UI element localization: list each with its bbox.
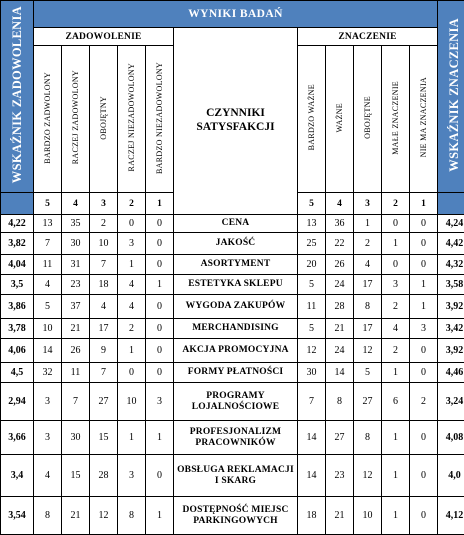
importance-count-cell: 0 [382, 215, 410, 233]
col-label: OBOJĘTNE [363, 96, 372, 139]
importance-count-cell: 4 [354, 255, 382, 275]
table-row [1, 215, 464, 233]
importance-index-label: WSKAŹNIK ZNACZENIA [447, 18, 462, 172]
importance-index-cell: 3,92 [438, 339, 464, 363]
factor-name-cell: MERCHANDISING [174, 319, 298, 339]
importance-count-cell: 8 [326, 383, 354, 421]
satisfaction-count-cell: 31 [62, 255, 90, 275]
importance-count-cell: 1 [382, 233, 410, 255]
importance-count-cell: 17 [354, 275, 382, 295]
col-header-nie-ma-znaczenia [410, 46, 438, 193]
satisfaction-count-cell: 23 [62, 275, 90, 295]
importance-count-cell: 5 [298, 275, 326, 295]
satisfaction-count-cell: 0 [146, 319, 174, 339]
col-label: BARDZO NIEZADOWOLONY [155, 62, 164, 174]
satisfaction-count-cell: 1 [118, 421, 146, 455]
importance-index-cell: 3,92 [438, 295, 464, 319]
weight-cell: 3 [354, 193, 382, 215]
importance-section-header: ZNACZENIE [298, 28, 438, 46]
satisfaction-count-cell: 1 [118, 255, 146, 275]
importance-index-cell: 4,32 [438, 255, 464, 275]
importance-count-cell: 24 [326, 339, 354, 363]
table-row [1, 455, 464, 497]
importance-count-cell: 5 [354, 363, 382, 383]
satisfaction-count-cell: 15 [90, 421, 118, 455]
satisfaction-index-cell: 2,94 [1, 383, 34, 421]
col-label: RACZEJ ZADOWOLONY [71, 70, 80, 164]
satisfaction-section-header: ZADOWOLENIE [34, 28, 174, 46]
satisfaction-count-cell: 17 [90, 319, 118, 339]
table-row [1, 233, 464, 255]
satisfaction-count-cell: 3 [118, 233, 146, 255]
importance-count-cell: 0 [410, 339, 438, 363]
importance-index-cell: 4,42 [438, 233, 464, 255]
col-label: OBOJĘTNY [99, 96, 108, 140]
results-title: WYNIKI BADAŃ [34, 1, 438, 28]
satisfaction-count-cell: 8 [34, 497, 62, 535]
importance-count-cell: 17 [354, 319, 382, 339]
col-label: BARDZO ZADWOLONY [43, 72, 52, 164]
importance-count-cell: 20 [298, 255, 326, 275]
satisfaction-count-cell: 4 [118, 275, 146, 295]
importance-count-cell: 2 [382, 295, 410, 319]
importance-count-cell: 0 [410, 233, 438, 255]
table-row [1, 363, 464, 383]
col-header-bardzo-zadowolony [34, 46, 62, 193]
satisfaction-count-cell: 3 [118, 455, 146, 497]
factor-name-cell: ESTETYKA SKLEPU [174, 275, 298, 295]
importance-count-cell: 4 [382, 319, 410, 339]
satisfaction-count-cell: 8 [118, 497, 146, 535]
importance-count-cell: 0 [410, 421, 438, 455]
satisfaction-count-cell: 18 [90, 275, 118, 295]
importance-count-cell: 1 [382, 363, 410, 383]
col-header-raczej-zadowolony [62, 46, 90, 193]
satisfaction-count-cell: 7 [90, 363, 118, 383]
satisfaction-count-cell: 0 [146, 255, 174, 275]
importance-count-cell: 0 [410, 455, 438, 497]
importance-count-cell: 1 [354, 215, 382, 233]
satisfaction-index-cell: 4,5 [1, 363, 34, 383]
weights-left-blank [1, 193, 34, 215]
satisfaction-count-cell: 4 [34, 275, 62, 295]
satisfaction-count-cell: 4 [34, 455, 62, 497]
satisfaction-count-cell: 0 [118, 215, 146, 233]
importance-count-cell: 6 [382, 383, 410, 421]
importance-count-cell: 18 [298, 497, 326, 535]
satisfaction-count-cell: 32 [34, 363, 62, 383]
importance-count-cell: 2 [354, 233, 382, 255]
satisfaction-count-cell: 26 [62, 339, 90, 363]
satisfaction-count-cell: 1 [146, 497, 174, 535]
importance-count-cell: 25 [298, 233, 326, 255]
satisfaction-count-cell: 28 [90, 455, 118, 497]
importance-index-cell: 3,42 [438, 319, 464, 339]
satisfaction-count-cell: 0 [146, 215, 174, 233]
importance-index-cell: 4,24 [438, 215, 464, 233]
factor-name-cell: JAKOŚĆ [174, 233, 298, 255]
importance-count-cell: 14 [298, 421, 326, 455]
weight-cell: 1 [146, 193, 174, 215]
satisfaction-count-cell: 30 [62, 421, 90, 455]
satisfaction-count-cell: 13 [34, 215, 62, 233]
col-header-obojetne [354, 46, 382, 193]
satisfaction-index-header [1, 1, 34, 193]
importance-count-cell: 1 [382, 497, 410, 535]
importance-count-cell: 12 [354, 339, 382, 363]
satisfaction-count-cell: 3 [146, 383, 174, 421]
importance-count-cell: 13 [298, 215, 326, 233]
satisfaction-count-cell: 15 [62, 455, 90, 497]
factor-name-cell: OBSŁUGA REKLAMACJI I SKARG [174, 455, 298, 497]
factor-name-cell: ASORTYMENT [174, 255, 298, 275]
importance-index-cell: 4,08 [438, 421, 464, 455]
importance-index-cell: 4,46 [438, 363, 464, 383]
satisfaction-count-cell: 11 [34, 255, 62, 275]
table-row [1, 421, 464, 455]
col-label: BARDZO WAŻNE [307, 84, 316, 150]
satisfaction-index-cell: 3,4 [1, 455, 34, 497]
importance-count-cell: 2 [382, 339, 410, 363]
factor-name-cell: CENA [174, 215, 298, 233]
satisfaction-count-cell: 0 [146, 295, 174, 319]
satisfaction-count-cell: 10 [118, 383, 146, 421]
weight-cell: 2 [382, 193, 410, 215]
satisfaction-count-cell: 3 [34, 421, 62, 455]
table-row [1, 295, 464, 319]
importance-index-cell: 4,0 [438, 455, 464, 497]
importance-count-cell: 0 [382, 255, 410, 275]
weight-cell: 3 [90, 193, 118, 215]
satisfaction-count-cell: 1 [118, 339, 146, 363]
weight-cell: 1 [410, 193, 438, 215]
satisfaction-count-cell: 9 [90, 339, 118, 363]
importance-index-cell: 4,12 [438, 497, 464, 535]
factor-name-cell: FORMY PŁATNOŚCI [174, 363, 298, 383]
satisfaction-count-cell: 0 [146, 363, 174, 383]
importance-count-cell: 24 [326, 275, 354, 295]
factor-name-cell: DOSTĘPNOŚĆ MIEJSC PARKINGOWYCH [174, 497, 298, 535]
importance-count-cell: 3 [410, 319, 438, 339]
weight-cell: 5 [34, 193, 62, 215]
importance-count-cell: 21 [326, 319, 354, 339]
importance-count-cell: 8 [354, 295, 382, 319]
satisfaction-count-cell: 4 [90, 295, 118, 319]
satisfaction-index-cell: 3,54 [1, 497, 34, 535]
importance-count-cell: 3 [382, 275, 410, 295]
weights-right-blank [438, 193, 464, 215]
satisfaction-count-cell: 10 [34, 319, 62, 339]
importance-count-cell: 10 [354, 497, 382, 535]
satisfaction-count-cell: 0 [146, 233, 174, 255]
satisfaction-index-cell: 3,82 [1, 233, 34, 255]
importance-count-cell: 2 [410, 383, 438, 421]
col-header-raczej-niezadowolony [118, 46, 146, 193]
satisfaction-count-cell: 35 [62, 215, 90, 233]
table-row [1, 275, 464, 295]
satisfaction-count-cell: 11 [62, 363, 90, 383]
satisfaction-index-cell: 3,86 [1, 295, 34, 319]
satisfaction-count-cell: 2 [118, 319, 146, 339]
importance-count-cell: 0 [410, 215, 438, 233]
factor-name-cell: PROGRAMY LOJALNOŚCIOWE [174, 383, 298, 421]
satisfaction-count-cell: 30 [62, 233, 90, 255]
section-row [1, 28, 464, 46]
importance-count-cell: 11 [298, 295, 326, 319]
satisfaction-index-cell: 4,06 [1, 339, 34, 363]
importance-count-cell: 36 [326, 215, 354, 233]
importance-count-cell: 27 [326, 421, 354, 455]
importance-index-cell: 3,58 [438, 275, 464, 295]
weight-cell: 4 [326, 193, 354, 215]
importance-count-cell: 23 [326, 455, 354, 497]
importance-count-cell: 1 [410, 275, 438, 295]
satisfaction-count-cell: 4 [118, 295, 146, 319]
importance-count-cell: 0 [410, 497, 438, 535]
satisfaction-count-cell: 7 [62, 383, 90, 421]
satisfaction-count-cell: 2 [90, 215, 118, 233]
col-label: MAŁE ZNACZENIE [391, 81, 400, 155]
col-label: WAŻNE [335, 103, 344, 133]
satisfaction-count-cell: 0 [146, 339, 174, 363]
satisfaction-count-cell: 27 [90, 383, 118, 421]
satisfaction-index-label: WSKAŹNIK ZADOWOLENIA [10, 6, 25, 183]
importance-count-cell: 1 [382, 455, 410, 497]
col-header-wazne [326, 46, 354, 193]
satisfaction-index-cell: 3,78 [1, 319, 34, 339]
satisfaction-count-cell: 14 [34, 339, 62, 363]
importance-count-cell: 27 [354, 383, 382, 421]
importance-count-cell: 12 [354, 455, 382, 497]
col-header-male-znaczenie [382, 46, 410, 193]
importance-count-cell: 21 [326, 497, 354, 535]
satisfaction-count-cell: 0 [118, 363, 146, 383]
col-label: NIE MA ZNACZENIA [419, 77, 428, 157]
importance-count-cell: 7 [298, 383, 326, 421]
satisfaction-count-cell: 21 [62, 497, 90, 535]
satisfaction-count-cell: 1 [146, 275, 174, 295]
satisfaction-index-cell: 4,04 [1, 255, 34, 275]
importance-count-cell: 14 [326, 363, 354, 383]
importance-count-cell: 5 [298, 319, 326, 339]
weight-cell: 4 [62, 193, 90, 215]
title-row [1, 1, 464, 28]
table-row [1, 339, 464, 363]
table-row [1, 255, 464, 275]
satisfaction-index-cell: 4,22 [1, 215, 34, 233]
col-label: RACZEJ NIEZADOWOLONY [127, 63, 136, 171]
importance-count-cell: 22 [326, 233, 354, 255]
importance-count-cell: 8 [354, 421, 382, 455]
satisfaction-count-cell: 10 [90, 233, 118, 255]
importance-count-cell: 14 [298, 455, 326, 497]
factor-name-cell: PROFESJONALIZM PRACOWNIKÓW [174, 421, 298, 455]
importance-count-cell: 28 [326, 295, 354, 319]
satisfaction-count-cell: 12 [90, 497, 118, 535]
table-row [1, 497, 464, 535]
satisfaction-count-cell: 37 [62, 295, 90, 319]
factor-name-cell: AKCJA PROMOCYJNA [174, 339, 298, 363]
importance-count-cell: 12 [298, 339, 326, 363]
importance-count-cell: 30 [298, 363, 326, 383]
satisfaction-count-cell: 1 [146, 421, 174, 455]
satisfaction-index-cell: 3,66 [1, 421, 34, 455]
satisfaction-count-cell: 7 [34, 233, 62, 255]
satisfaction-count-cell: 5 [34, 295, 62, 319]
factor-name-cell: WYGODA ZAKUPÓW [174, 295, 298, 319]
weight-cell: 2 [118, 193, 146, 215]
importance-count-cell: 1 [382, 421, 410, 455]
col-header-obojetny [90, 46, 118, 193]
col-header-bardzo-niezadowolony [146, 46, 174, 193]
importance-index-cell: 3,24 [438, 383, 464, 421]
col-header-bardzo-wazne [298, 46, 326, 193]
table-row [1, 383, 464, 421]
importance-count-cell: 1 [410, 295, 438, 319]
factors-header: CZYNNIKI SATYSFAKCJI [174, 28, 298, 215]
satisfaction-count-cell: 7 [90, 255, 118, 275]
importance-count-cell: 0 [410, 363, 438, 383]
table-row [1, 319, 464, 339]
satisfaction-count-cell: 0 [146, 455, 174, 497]
satisfaction-count-cell: 3 [34, 383, 62, 421]
weight-cell: 5 [298, 193, 326, 215]
importance-count-cell: 0 [410, 255, 438, 275]
satisfaction-index-cell: 3,5 [1, 275, 34, 295]
satisfaction-count-cell: 21 [62, 319, 90, 339]
importance-index-header [438, 1, 464, 193]
importance-count-cell: 26 [326, 255, 354, 275]
